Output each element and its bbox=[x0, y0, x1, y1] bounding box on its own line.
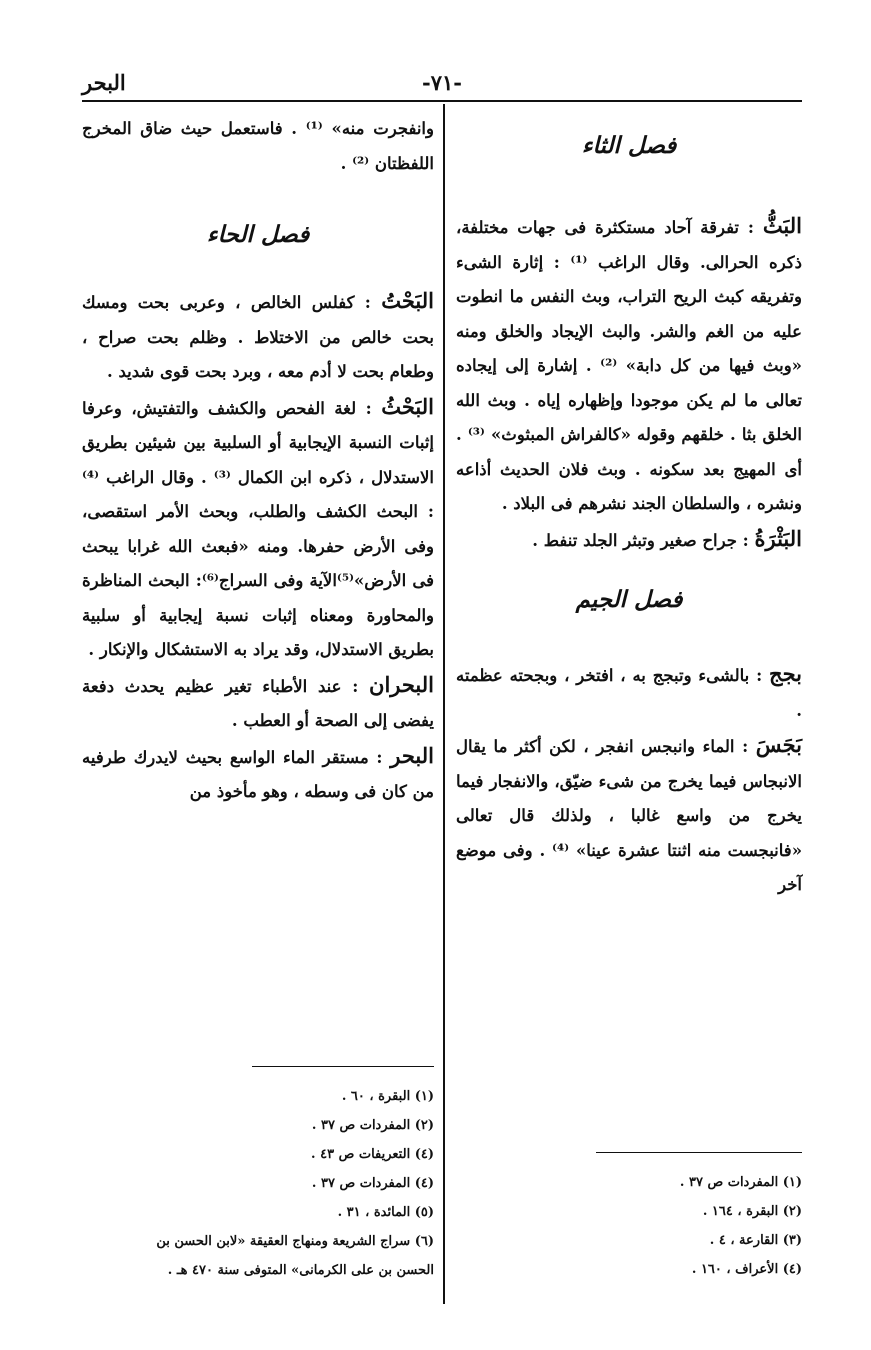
entry-term: البحر bbox=[390, 742, 434, 768]
continuation-text: وانفجرت منه» ⁽¹⁾ . فاستعمل حيث ضاق المخرج اللفظتان ⁽²⁾ . bbox=[82, 119, 434, 173]
footnote: (١) المفردات ص ٣٧ . bbox=[679, 1175, 802, 1190]
column-divider bbox=[443, 104, 445, 1304]
entry-term: بَجَسَ bbox=[755, 732, 802, 757]
footnote: (٤) التعريفات ص ٤٣ . bbox=[311, 1147, 434, 1162]
entry-text: : لغة الفحص والكشف والتفتيش، وعرفا إثبات النسبة الإيجابية أو السلبية بين شيئين بطريق الاستدلال ، ذكره ابن الكمال ⁽³⁾ . وقال الراغب ⁽⁴⁾ : البحث الكشف والطلب، وبحث الأمر استقصى، وفى الأرض حفرها. ومنه «فبعث الله غرابا يبحث فى الأرض»⁽⁵⁾الآية وفى السراج⁽⁶⁾: البحث المناظرة والمحاورة ومعناه إثبات نسبة إيجابية أو سلبية بطريق الاستدلال، وقد يراد به الاستشكال والإنكار . bbox=[82, 398, 434, 659]
entry-buhran bbox=[82, 668, 434, 739]
entry-text: : جراح صغير وتبثر الجلد تنفط . bbox=[532, 530, 749, 550]
entry-term: البَثْرَةُ bbox=[754, 525, 802, 551]
entry-bathra bbox=[456, 522, 802, 559]
entry-term: بجج bbox=[769, 661, 802, 686]
entry-term: البَحْثُ bbox=[381, 393, 434, 419]
footnote: (٦) سراج الشريعة ومنهاج العقيقة «لابن الحسن بن bbox=[156, 1234, 434, 1249]
entry-bathth bbox=[456, 209, 802, 522]
entry-bahth bbox=[82, 390, 434, 668]
right-column bbox=[456, 112, 802, 903]
running-title: البحر bbox=[82, 70, 126, 95]
entry-term: البَثُّ bbox=[762, 213, 803, 238]
footnote: (٣) القارعة ، ٤ . bbox=[709, 1233, 802, 1248]
entry-term: البَحْتُ bbox=[381, 288, 434, 313]
entry-text: : تفرقة آحاد مستكثرة فى جهات مختلفة، ذكره الحرالى. وقال الراغب ⁽¹⁾ : إثارة الشىء وتفريقه كبث الريح التراب، وبث النفس ما انطوت عليه من الغم والشر. والبث الإيجاد والخلق ومنه «وبث فيها من كل دابة» ⁽²⁾ . إشارة إلى إيجاده تعالى ما لم يكن موجودا وإظهاره إياه . وبث الله الخلق بثا . خلقهم وقوله «كالفراش المبثوث» ⁽³⁾ . أى المهيج بعد سكونه . وبث فلان الحديث أذاعه ونشره ، والسلطان الجند نشرهم فى البلاد . bbox=[456, 218, 803, 513]
footnotes-right bbox=[456, 1168, 802, 1284]
footnote: (٤) المفردات ص ٣٧ . bbox=[311, 1176, 434, 1191]
footnote-rule-right bbox=[596, 1152, 802, 1153]
footnote-rule-left bbox=[252, 1066, 434, 1067]
footnote: (٢) المفردات ص ٣٧ . bbox=[311, 1118, 434, 1133]
section-heading-tha: فصل الثاء bbox=[581, 132, 677, 159]
footnote: (١) البقرة ، ٦٠ . bbox=[341, 1089, 434, 1104]
footnote: (٢) البقرة ، ١٦٤ . bbox=[702, 1204, 802, 1219]
section-heading-ha: فصل الحاء bbox=[206, 221, 310, 248]
left-column bbox=[82, 112, 434, 810]
entry-text: : كفلس الخالص ، وعربى بحت ومسك بحت خالص من الاختلاط . وظلم بحت صراح ، وطعام بحت لا أدم معه ، وبرد بحت قوى شديد . bbox=[82, 293, 434, 381]
footnote: (٤) الأعراف ، ١٦٠ . bbox=[691, 1262, 802, 1277]
section-heading-jim: فصل الجيم bbox=[575, 586, 683, 613]
page-header bbox=[82, 70, 802, 102]
entry-term: البحران bbox=[369, 671, 434, 697]
page-number: -٧١- bbox=[422, 70, 462, 95]
footnotes-left bbox=[82, 1082, 434, 1285]
entry-bahat bbox=[82, 284, 434, 390]
footnote: الحسن بن على الكرمانى» المتوفى سنة ٤٧٠ هـ . bbox=[167, 1263, 434, 1278]
entry-text: : مستقر الماء الواسع بحيث لايدرك طرفيه من كان فى وسطه ، وهو مأخوذ من bbox=[82, 747, 434, 801]
entry-text: : عند الأطباء تغير عظيم يحدث دفعة يفضى إلى الصحة أو العطب . bbox=[82, 676, 434, 730]
entry-bajaj bbox=[456, 657, 802, 728]
entry-text: : الماء وانبجس انفجر ، لكن أكثر ما يقال الانبجاس فيما يخرج من شىء ضيّق، والانفجار فيما يخرج من واسع غالبا ، ولذلك قال تعالى «فانبجست منه اثنتا عشرة عينا» ⁽⁴⁾ . وفى موضع آخر bbox=[456, 737, 802, 894]
entry-bajas bbox=[456, 728, 802, 903]
entry-text: : بالشىء وتبجج به ، افتخر ، وبجحته عظمته . bbox=[456, 666, 802, 720]
footnote: (٥) المائدة ، ٣١ . bbox=[337, 1205, 434, 1220]
entry-bahr bbox=[82, 739, 434, 810]
